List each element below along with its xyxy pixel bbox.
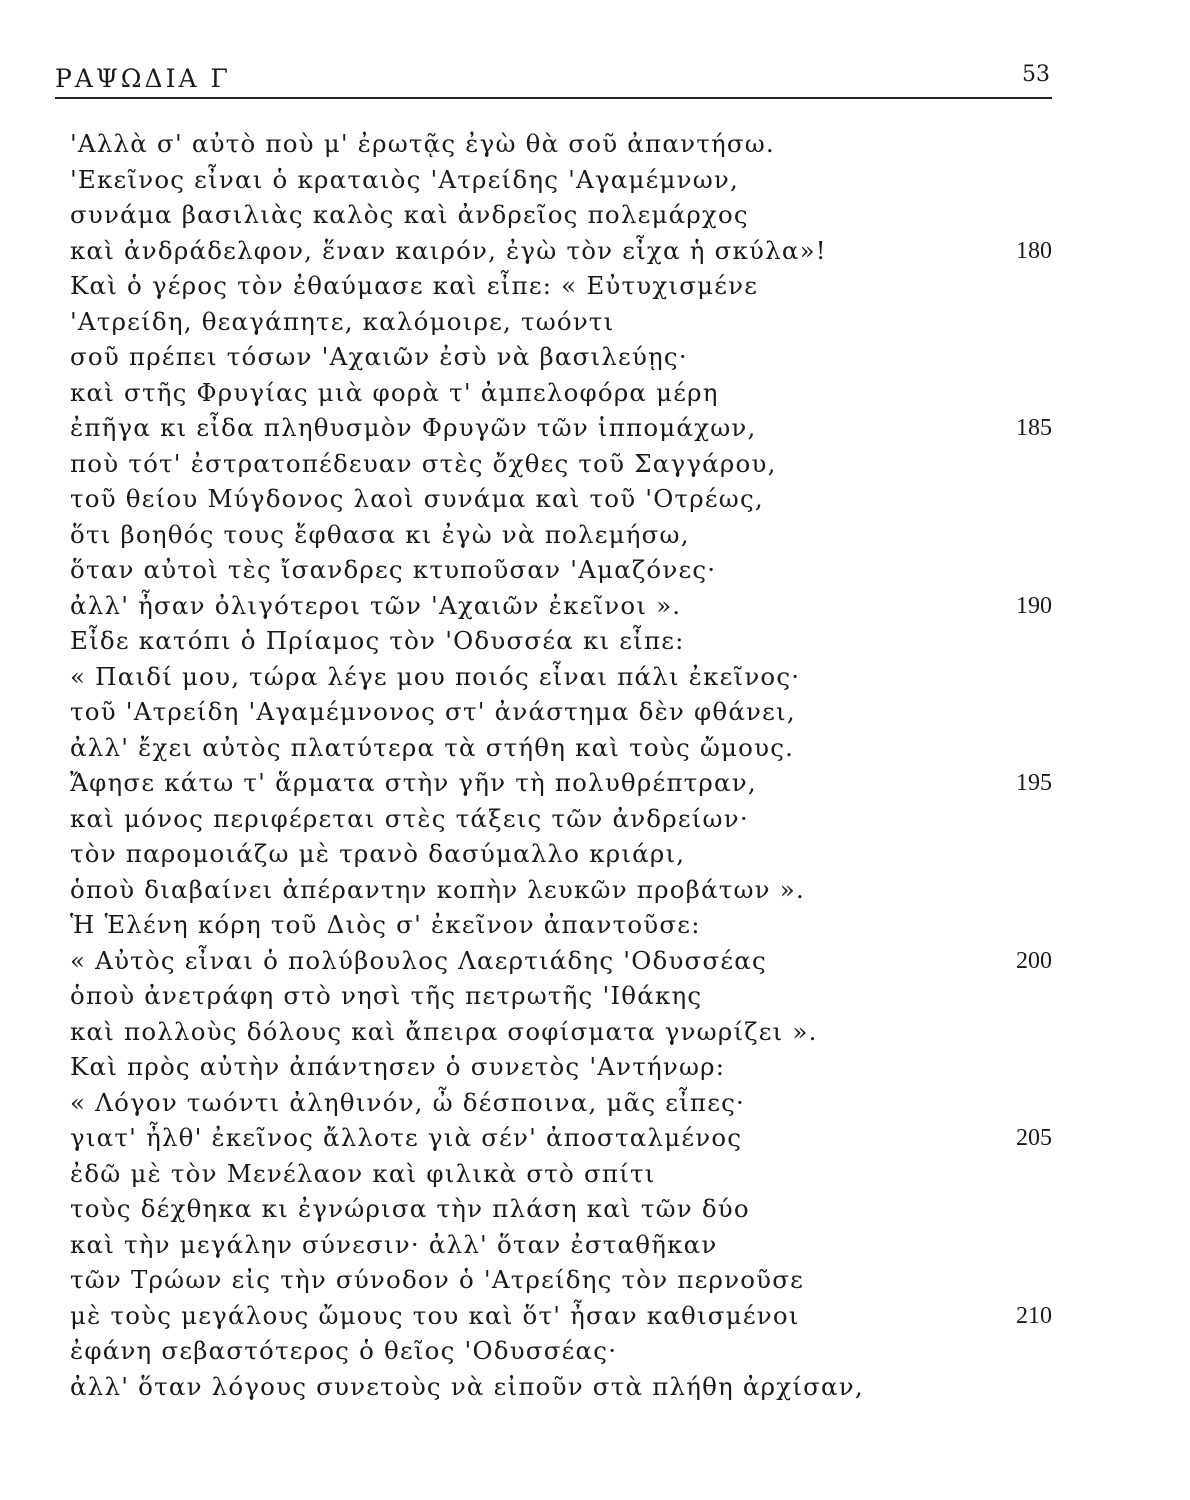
verse-line: γιατ' ἦλθ' ἐκεῖνος ἄλλοτε γιὰ σέν' ἀποσταλμένος: [70, 1123, 743, 1152]
line-number: 190: [1016, 592, 1052, 619]
line-number: 200: [1016, 947, 1052, 974]
verse-line: ἀλλ' ἔχει αὐτὸς πλατύτερα τὰ στήθη καὶ τοὺς ὤμους.: [70, 732, 795, 762]
verse-line: ἀλλ' ἦσαν ὀλιγότεροι τῶν 'Αχαιῶν ἐκεῖνοι ».: [70, 590, 682, 620]
verse-line: καὶ στῆς Φρυγίας μιὰ φορὰ τ' ἀμπελοφόρα μέρη: [70, 377, 719, 407]
verse-line: ἐφάνη σεβαστότερος ὁ θεῖος 'Οδυσσέας·: [70, 1336, 618, 1365]
verse-line: Καὶ πρὸς αὐτὴν ἀπάντησεν ὁ συνετὸς 'Αντήνωρ:: [70, 1052, 726, 1081]
line-number: 185: [1016, 415, 1052, 441]
verse-line: μὲ τοὺς μεγάλους ὤμους του καὶ ὅτ' ἦσαν καθισμένοι: [70, 1300, 800, 1330]
verse-line: ὁποὺ διαβαίνει ἀπέραντην κοπὴν λευκῶν προβάτων ».: [70, 874, 805, 904]
verse-line: ποὺ τότ' ἐστρατοπέδευαν στὲς ὄχθες τοῦ Σαγγάρου,: [70, 448, 777, 478]
verse-line: συνάμα βασιλιὰς καλὸς καὶ ἀνδρεῖος πολεμάρχος: [70, 200, 749, 229]
verse-line: καὶ ἀνδράδελφον, ἕναν καιρόν, ἐγὼ τὸν εἶχα ἡ σκύλα»!: [70, 235, 827, 265]
verse-line: σοῦ πρέπει τόσων 'Αχαιῶν ἐσὺ νὰ βασιλεύῃς·: [70, 342, 688, 371]
line-number: 180: [1016, 237, 1052, 264]
verse-line: 'Αλλὰ σ' αὐτὸ ποὺ μ' ἐρωτᾷς ἐγὼ θὰ σοῦ ἀπαντήσω.: [70, 129, 775, 158]
verse-line: τῶν Τρώων εἰς τὴν σύνοδον ὁ 'Ατρείδης τὸν περνοῦσε: [70, 1265, 805, 1294]
verse-line: τοῦ θείου Μύγδονος λαοὶ συνάμα καὶ τοῦ 'Οτρέως,: [70, 484, 764, 513]
verse-line: Ἄφησε κάτω τ' ἅρματα στὴν γῆν τὴ πολυθρέπτραν,: [70, 768, 757, 797]
verse-line: 'Ατρείδη, θεαγάπητε, καλόμοιρε, τωόντι: [70, 306, 615, 336]
verse-line: « Παιδί μου, τώρα λέγε μου ποιός εἶναι πάλι ἐκεῖνος·: [70, 661, 801, 691]
page-number: 53: [1022, 62, 1050, 87]
verse-line: « Αὐτὸς εἶναι ὁ πολύβουλος Λαερτιάδης 'Οδυσσέας: [70, 945, 767, 975]
verse-line: καὶ πολλοὺς δόλους καὶ ἄπειρα σοφίσματα γνωρίζει ».: [70, 1016, 818, 1046]
verse-line: τοῦ 'Ατρείδη 'Αγαμέμνονος στ' ἀνάστημα δὲν φθάνει,: [70, 697, 796, 726]
verse-line: Εἶδε κατόπι ὁ Πρίαμος τὸν 'Οδυσσέα κι εἶπε:: [70, 626, 685, 655]
verse-line: καὶ μόνος περιφέρεται στὲς τάξεις τῶν ἀνδρείων·: [70, 803, 749, 833]
verse-line: 'Εκεῖνος εἶναι ὁ κραταιὸς 'Ατρείδης 'Αγαμέμνων,: [70, 164, 740, 194]
line-number: 210: [1016, 1302, 1052, 1329]
line-number: 195: [1016, 770, 1052, 796]
line-number: 205: [1016, 1125, 1052, 1151]
verse-line: ὅτι βοηθός τους ἔφθασα κι ἐγὼ νὰ πολεμήσω,: [70, 519, 690, 549]
verse-line: Καὶ ὁ γέρος τὸν ἐθαύμασε καὶ εἶπε: « Εὐτυχισμένε: [70, 271, 759, 300]
verse-line: ἀλλ' ὅταν λόγους συνετοὺς νὰ εἰποῦν στὰ πλήθη ἀρχίσαν,: [70, 1371, 864, 1401]
verse-line: ἐπῆγα κι εἶδα πληθυσμὸν Φρυγῶν τῶν ἱππομάχων,: [70, 413, 757, 442]
verse-line: τὸν παρομοιάζω μὲ τρανὸ δασύμαλλο κριάρι,: [70, 839, 686, 868]
verse-line: ἐδῶ μὲ τὸν Μενέλαον καὶ φιλικὰ στὸ σπίτι: [70, 1158, 656, 1188]
verse-line: καὶ τὴν μεγάλην σύνεσιν· ἀλλ' ὅταν ἐσταθῆκαν: [70, 1229, 718, 1259]
verse-line: Ἡ Ἑλένη κόρη τοῦ Διὸς σ' ἐκεῖνον ἀπαντοῦσε:: [70, 910, 701, 939]
verse-line: ὅταν αὐτοὶ τὲς ἴσανδρες κτυποῦσαν 'Αμαζόνες·: [70, 555, 717, 584]
verse-line: « Λόγον τωόντι ἀληθινόν, ὦ δέσποινα, μᾶς εἶπες·: [70, 1087, 746, 1117]
verse-line: ὁποὺ ἀνετράφη στὸ νησὶ τῆς πετρωτῆς 'Ιθάκης: [70, 981, 703, 1010]
verse-line: τοὺς δέχθηκα κι ἐγνώρισα τὴν πλάση καὶ τῶν δύο: [70, 1194, 750, 1223]
running-head: ΡΑΨΩΔΙΑ Γ: [55, 64, 231, 93]
